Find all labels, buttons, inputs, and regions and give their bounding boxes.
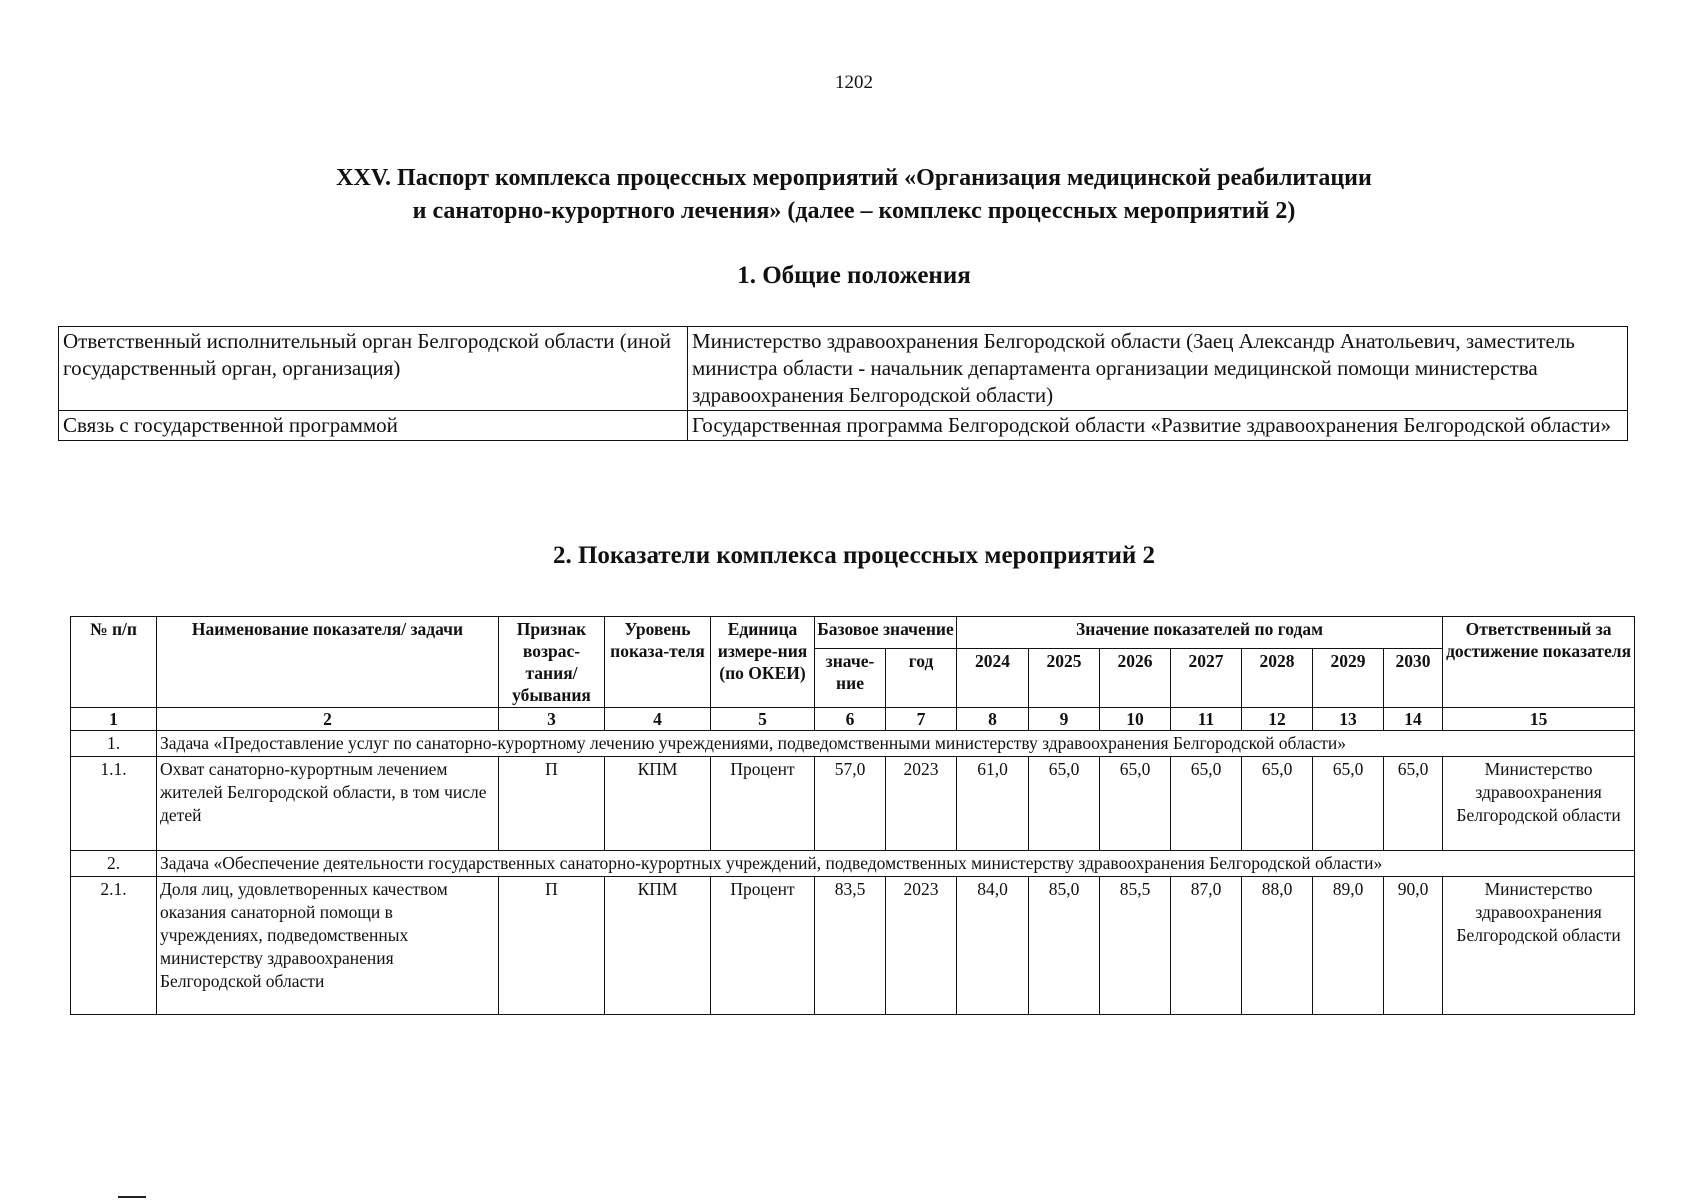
indicator-num: 1.1. bbox=[71, 757, 157, 851]
indicator-year-value: 89,0 bbox=[1313, 877, 1384, 1015]
column-numbers-row bbox=[71, 708, 1635, 731]
column-number: 11 bbox=[1171, 708, 1242, 731]
margin-mark bbox=[118, 1196, 146, 1198]
page-number: 1202 bbox=[835, 72, 873, 93]
column-number: 14 bbox=[1384, 708, 1443, 731]
column-number: 4 bbox=[605, 708, 711, 731]
header-year: 2025 bbox=[1029, 648, 1100, 707]
indicator-year-value: 61,0 bbox=[957, 757, 1029, 851]
indicator-row bbox=[71, 877, 1635, 1015]
header-unit: Единица измере-ния (по ОКЕИ) bbox=[711, 617, 815, 708]
indicator-trend: П bbox=[499, 757, 605, 851]
indicator-year-value: 87,0 bbox=[1171, 877, 1242, 1015]
column-number: 7 bbox=[886, 708, 957, 731]
section-2-heading: 2. Показатели комплекса процессных мероприятий 2 bbox=[552, 542, 1156, 569]
indicator-responsible: Министерство здравоохранения Белгородской области bbox=[1443, 877, 1635, 1015]
column-number: 15 bbox=[1443, 708, 1635, 731]
section-1-heading: 1. Общие положения bbox=[737, 262, 971, 289]
header-year: 2030 bbox=[1384, 648, 1443, 707]
column-number: 6 bbox=[815, 708, 886, 731]
header-year: 2028 bbox=[1242, 648, 1313, 707]
column-number: 5 bbox=[711, 708, 815, 731]
indicator-name: Охват санаторно-курортным лечением жителей Белгородской области, в том числе детей bbox=[157, 757, 499, 851]
indicator-year-value: 65,0 bbox=[1313, 757, 1384, 851]
task-title: Задача «Предоставление услуг по санаторно-курортному лечению учреждениями, подведомственными министерству здравоохранения Белгородской области» bbox=[157, 731, 1635, 757]
general-provisions-table bbox=[58, 326, 1628, 441]
column-number: 3 bbox=[499, 708, 605, 731]
header-year: 2026 bbox=[1100, 648, 1171, 707]
indicator-unit: Процент bbox=[711, 877, 815, 1015]
document-title-line-2: и санаторно-курортного лечения» (далее – комплекс процессных мероприятий 2) bbox=[412, 198, 1296, 224]
column-number: 9 bbox=[1029, 708, 1100, 731]
column-number: 10 bbox=[1100, 708, 1171, 731]
document-title-line-1: XXV. Паспорт комплекса процессных мероприятий «Организация медицинской реабилитации bbox=[336, 165, 1372, 191]
indicator-base-year: 2023 bbox=[886, 877, 957, 1015]
header-base-value: значе-ние bbox=[815, 648, 886, 707]
header-trend: Признак возрас-тания/ убывания bbox=[499, 617, 605, 708]
indicator-base-value: 57,0 bbox=[815, 757, 886, 851]
table-row bbox=[59, 411, 1628, 441]
task-row bbox=[71, 731, 1635, 757]
header-years-group: Значение показателей по годам bbox=[957, 617, 1443, 649]
program-link-label: Связь с государственной программой bbox=[59, 411, 688, 441]
indicator-base-year: 2023 bbox=[886, 757, 957, 851]
responsible-body-value: Министерство здравоохранения Белгородской области (Заец Александр Анатольевич, заместитель министра области - начальник департамента организации медицинской помощи министерства здравоохранения Белгородской области) bbox=[688, 327, 1628, 411]
document-title bbox=[0, 162, 1708, 228]
task-row bbox=[71, 851, 1635, 877]
header-level: Уровень показа-теля bbox=[605, 617, 711, 708]
indicator-year-value: 65,0 bbox=[1242, 757, 1313, 851]
column-number: 12 bbox=[1242, 708, 1313, 731]
indicator-row bbox=[71, 757, 1635, 851]
indicator-base-value: 83,5 bbox=[815, 877, 886, 1015]
indicator-num: 2.1. bbox=[71, 877, 157, 1015]
indicators-table bbox=[70, 616, 1635, 1015]
indicator-year-value: 65,0 bbox=[1384, 757, 1443, 851]
indicator-year-value: 65,0 bbox=[1100, 757, 1171, 851]
header-name: Наименование показателя/ задачи bbox=[157, 617, 499, 708]
header-responsible: Ответственный за достижение показателя bbox=[1443, 617, 1635, 708]
column-number: 2 bbox=[157, 708, 499, 731]
indicator-responsible: Министерство здравоохранения Белгородской области bbox=[1443, 757, 1635, 851]
header-row-1 bbox=[71, 617, 1635, 649]
column-number: 1 bbox=[71, 708, 157, 731]
indicator-trend: П bbox=[499, 877, 605, 1015]
task-num: 1. bbox=[71, 731, 157, 757]
responsible-body-label: Ответственный исполнительный орган Белгородской области (иной государственный орган, организация) bbox=[59, 327, 688, 411]
indicator-year-value: 90,0 bbox=[1384, 877, 1443, 1015]
indicator-year-value: 85,0 bbox=[1029, 877, 1100, 1015]
indicator-level: КПМ bbox=[605, 877, 711, 1015]
indicator-unit: Процент bbox=[711, 757, 815, 851]
indicator-year-value: 88,0 bbox=[1242, 877, 1313, 1015]
indicator-year-value: 65,0 bbox=[1171, 757, 1242, 851]
header-year: 2027 bbox=[1171, 648, 1242, 707]
header-base: Базовое значение bbox=[815, 617, 957, 649]
indicator-name: Доля лиц, удовлетворенных качеством оказания санаторной помощи в учреждениях, подведомственных министерству здравоохранения Белгородской области bbox=[157, 877, 499, 1015]
header-year: 2029 bbox=[1313, 648, 1384, 707]
column-number: 13 bbox=[1313, 708, 1384, 731]
header-base-year: год bbox=[886, 648, 957, 707]
program-link-value: Государственная программа Белгородской области «Развитие здравоохранения Белгородской области» bbox=[688, 411, 1628, 441]
header-num: № п/п bbox=[71, 617, 157, 708]
indicator-year-value: 85,5 bbox=[1100, 877, 1171, 1015]
task-title: Задача «Обеспечение деятельности государственных санаторно-курортных учреждений, подведомственных министерству здравоохранения Белгородской области» bbox=[157, 851, 1635, 877]
task-num: 2. bbox=[71, 851, 157, 877]
indicator-year-value: 84,0 bbox=[957, 877, 1029, 1015]
header-year: 2024 bbox=[957, 648, 1029, 707]
indicator-year-value: 65,0 bbox=[1029, 757, 1100, 851]
column-number: 8 bbox=[957, 708, 1029, 731]
indicator-level: КПМ bbox=[605, 757, 711, 851]
table-row bbox=[59, 327, 1628, 411]
